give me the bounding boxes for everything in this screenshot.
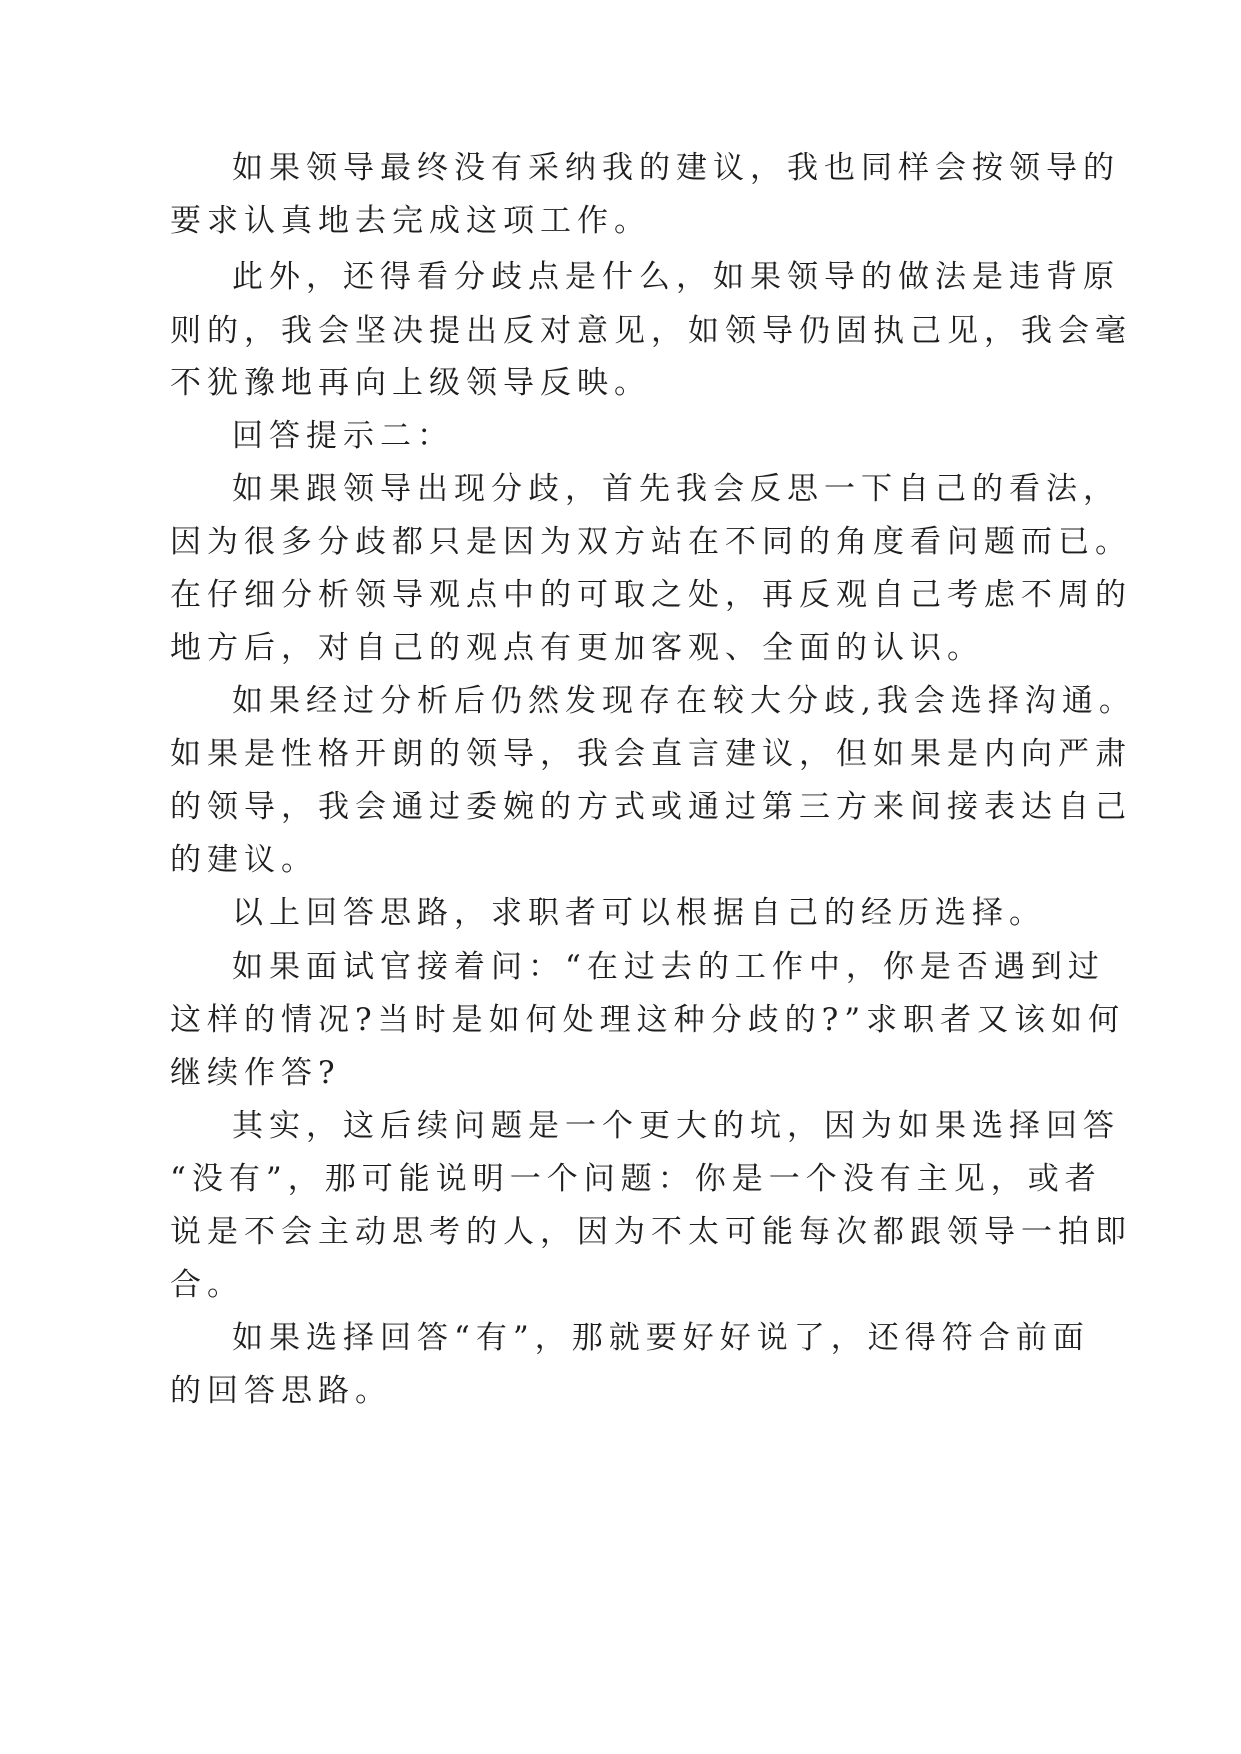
text-line: 的回答思路。: [170, 1373, 392, 1409]
text-line: 合。: [170, 1267, 244, 1303]
text-line: 要求认真地去完成这项工作。: [170, 203, 651, 239]
text-line: 在仔细分析领导观点中的可取之处，再反观自己考虑不周的: [170, 577, 1132, 613]
text-line: 如果面试官接着问：“在过去的工作中，你是否遇到过: [232, 949, 1105, 985]
text-line: 此外，还得看分歧点是什么，如果领导的做法是违背原: [232, 259, 1120, 295]
text-line: 回答提示二：: [232, 418, 454, 454]
text-line: 如果选择回答“有”，那就要好好说了，还得符合前面: [232, 1320, 1090, 1356]
text-line: 如果领导最终没有采纳我的建议，我也同样会按领导的: [232, 150, 1120, 186]
text-line: 则的，我会坚决提出反对意见，如领导仍固执己见，我会毫: [170, 313, 1132, 349]
text-line: 如果跟领导出现分歧，首先我会反思一下自己的看法，: [232, 471, 1120, 507]
text-line: 的领导，我会通过委婉的方式或通过第三方来间接表达自己: [170, 789, 1132, 825]
text-line: 继续作答?: [170, 1055, 341, 1091]
text-line: 的建议。: [170, 842, 318, 878]
text-line: 因为很多分歧都只是因为双方站在不同的角度看问题而已。: [170, 524, 1132, 560]
text-line: 如果是性格开朗的领导，我会直言建议，但如果是内向严肃: [170, 736, 1132, 772]
text-line: 地方后，对自己的观点有更加客观、全面的认识。: [170, 630, 984, 666]
text-line: 不犹豫地再向上级领导反映。: [170, 365, 651, 401]
text-line: 这样的情况?当时是如何处理这种分歧的?”求职者又该如何: [170, 1002, 1126, 1038]
text-line: “没有”，那可能说明一个问题：你是一个没有主见，或者: [170, 1161, 1102, 1197]
text-line: 说是不会主动思考的人，因为不太可能每次都跟领导一拍即: [170, 1214, 1132, 1250]
text-line: 其实，这后续问题是一个更大的坑，因为如果选择回答: [232, 1108, 1120, 1144]
text-line: 以上回答思路，求职者可以根据自己的经历选择。: [232, 895, 1046, 931]
text-line: 如果经过分析后仍然发现存在较大分歧,我会选择沟通。: [232, 683, 1136, 719]
